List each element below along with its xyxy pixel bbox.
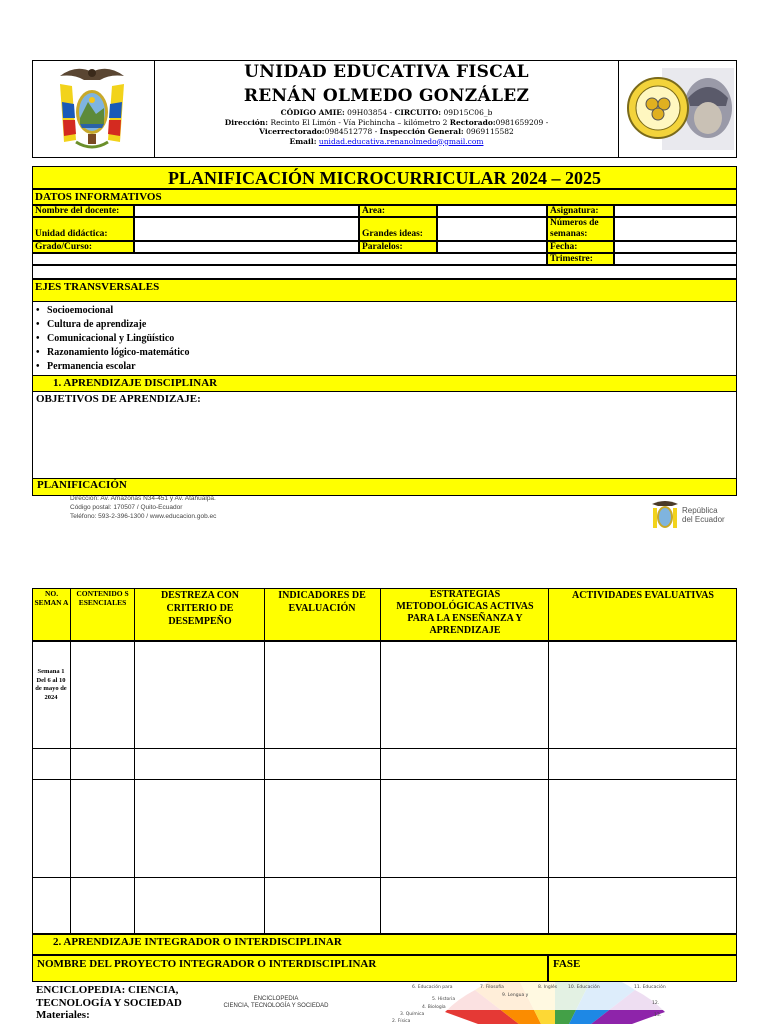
school-logo [622,68,734,150]
grandes-ideas-label [359,217,437,241]
svg-text:7. Filosofía: 7. Filosofía [480,985,504,990]
paralelos-field[interactable] [437,241,547,253]
list-item: • Cultura de aprendizaje [36,319,147,330]
svg-text:9. Lengua y: 9. Lengua y [502,993,529,998]
asignatura-field[interactable] [614,205,737,217]
numeros-semanas-label: Números de semanas: [547,217,614,241]
email-label: Email: [289,136,317,146]
section1-text: 1. APRENDIZAJE DISCIPLINAR [53,377,218,389]
eje-label: Razonamiento lógico-matemático [47,347,190,358]
rectorado-value: 0981659209 - [495,117,549,127]
section2-heading [32,934,737,955]
fecha-field[interactable] [614,241,737,253]
svg-text:11. Educación: 11. Educación [634,985,666,990]
school-codes [155,108,618,146]
codigo-value: 09H03854 - [347,108,393,117]
col-header-actividades: ACTIVIDADES EVALUATIVAS [572,590,714,601]
svg-text:12.: 12. [652,1001,660,1006]
ejes-list [36,304,436,374]
enciclopedia-image-title [196,996,356,1010]
blank-row [32,265,737,279]
col-header-indicadores: INDICADORES DE EVALUACIÓN [278,590,366,614]
unidad-didactica-text: Unidad didáctica: [35,229,108,239]
enciclopedia-line1: ENCICLOPEDIA: CIENCIA, [36,984,179,996]
svg-text:3. Química: 3. Química [400,1012,425,1017]
row-divider [32,779,737,780]
paralelos-label: Paralelos: [359,241,437,253]
footer-line2: Código postal: 170507 / Quito-Ecuador [70,504,183,511]
eje-label: Socioemocional [47,305,114,316]
encyclopedia-wheel-image [372,982,738,1024]
fecha-label: Fecha: [547,241,614,253]
inspeccion-label: Inspección General: [379,127,464,136]
planificacion-heading: PLANIFICACIÓN [32,478,737,496]
datos-informativos-heading: DATOS INFORMATIVOS [32,189,737,205]
list-item: • Socioemocional [36,305,114,316]
ejes-heading: EJES TRANSVERSALES [32,279,737,302]
codigo-label: CÓDIGO AMIE: [280,108,345,117]
numeros-semanas-field[interactable] [614,217,737,241]
row-divider [32,748,737,749]
circuito-value: 09D15C06_b [443,108,493,117]
list-item: • Razonamiento lógico-matemático [36,347,190,358]
trimestre-field[interactable] [614,253,737,265]
objetivos-label: OBJETIVOS DE APRENDIZAJE: [36,393,201,405]
asignatura-label: Asignatura: [547,205,614,217]
eje-label: Permanencia escolar [47,361,136,372]
school-name-line2: RENÁN OLMEDO GONZÁLEZ [243,86,530,106]
semana1-label: Semana 1 Del 6 al 10 de mayo de 2024 [35,668,67,701]
row-divider [32,877,737,878]
email-link[interactable]: unidad.educativa.renanolmedo@gmail.com [318,136,484,146]
inspeccion-value: 0969115582 [466,127,514,136]
coat-of-arms-logo [50,62,134,154]
col-header-contenidos: CONTENIDO S ESENCIALES [76,589,129,607]
svg-text:4. Biología: 4. Biología [422,1005,446,1010]
area-field[interactable] [437,205,547,217]
section2-text: 2. APRENDIZAJE INTEGRADOR O INTERDISCIPLINAR [53,936,342,948]
materiales-label: Materiales: [36,1009,90,1021]
republica-line1: República [682,506,718,515]
col-header-destreza: DESTREZA CON CRITERIO DE DESEMPEÑO [160,590,240,627]
page-title-text: PLANIFICACIÓN MICROCURRICULAR 2024 – 2025 [167,168,601,188]
proyecto-label: NOMBRE DEL PROYECTO INTEGRADOR O INTERDISCIPLINAR [32,955,548,982]
divider [618,60,619,158]
svg-text:10. Educación: 10. Educación [568,985,600,990]
grandes-ideas-text: Grandes ideas: [362,229,423,239]
enciclopedia-img-title2: CIENCIA, TECNOLOGÍA Y SOCIEDAD [223,1003,329,1009]
unidad-didactica-field[interactable] [134,217,359,241]
grandes-ideas-field[interactable] [437,217,547,241]
svg-text:8. Inglés: 8. Inglés [538,985,558,990]
list-item: • Comunicacional y Lingüístico [36,333,175,344]
col-header-estrategias: ESTRATEGIAS METODOLÓGICAS ACTIVAS PARA LA ENSEÑANZA Y APRENDIZAJE [396,589,534,636]
eje-label: Cultura de aprendizaje [47,319,147,330]
list-item: • Permanencia escolar [36,361,136,372]
nombre-docente-label: Nombre del docente: [32,205,134,217]
direccion-value: Recinto El Limón - Vía Pichincha – kilómetro 2 [270,117,448,127]
direccion-label: Dirección: [224,117,269,127]
footer-address [70,494,216,521]
section1-heading [32,375,737,392]
svg-text:5. Historia: 5. Historia [432,997,456,1002]
footer-line3: Teléfono: 593-2-396-1300 / www.educacion.gob.ec [70,513,217,520]
circuito-label: CIRCUITO: [394,108,442,117]
enciclopedia-text [36,984,182,1022]
row-divider [32,641,737,642]
vicerrectorado-value: 0984512778 - [324,127,378,136]
republica-ecuador-logo [650,498,740,532]
area-label: Área: [359,205,437,217]
grado-curso-label: Grado/Curso: [32,241,134,253]
republica-line2: del Ecuador [682,515,725,524]
footer-line1: Dirección: Av. Amazonas N34-451 y Av. Atahualpa. [70,495,216,502]
svg-text:6. Educación para: 6. Educación para [412,985,453,990]
trimestre-label: Trimestre: [547,253,614,265]
svg-text:13.: 13. [654,1013,662,1018]
enciclopedia-img-title1: ENCICLOPEDIA [253,996,299,1002]
school-name-line1: UNIDAD EDUCATIVA FISCAL [244,62,529,82]
svg-text:2. Física: 2. Física [392,1019,411,1024]
unidad-didactica-label [32,217,134,241]
col-header-no-semana: NO. SEMAN A [34,589,69,607]
grado-curso-field[interactable] [134,241,359,253]
rectorado-label: Rectorado: [449,117,496,127]
eje-label: Comunicacional y Lingüístico [47,333,175,344]
fase-label: FASE [548,955,737,982]
vicerrectorado-label: Vicerrectorado: [259,127,325,136]
enciclopedia-line2: TECNOLOGÍA Y SOCIEDAD [36,996,182,1009]
table-border [32,588,737,934]
nombre-docente-field[interactable] [134,205,359,217]
blank-cell [32,253,547,265]
